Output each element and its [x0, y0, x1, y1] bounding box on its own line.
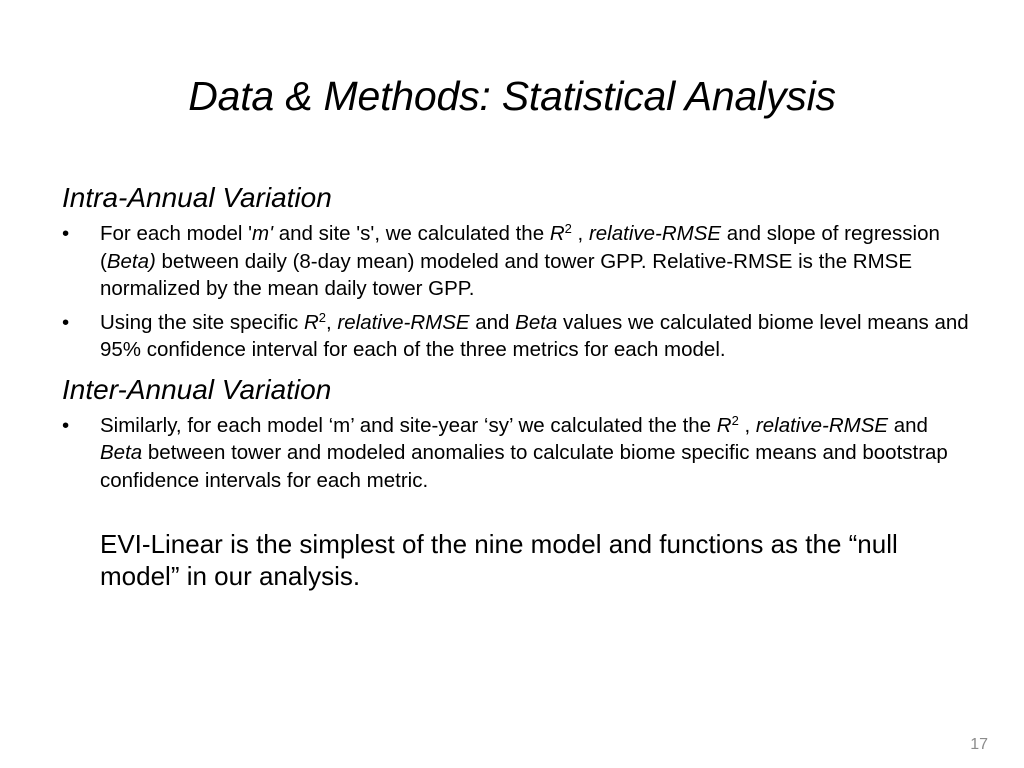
section-heading-inter-annual: Inter-Annual Variation [62, 373, 332, 405]
r-squared-symbol: R [303, 310, 319, 334]
relative-rmse-term: relative-RMSE [588, 222, 722, 245]
bullet-text: For each model ' [100, 222, 253, 245]
superscript-2: 2 [564, 221, 572, 236]
superscript-2: 2 [318, 309, 326, 325]
bullet-text: , [326, 310, 338, 334]
bullet-text: values we calculated biome level means and 95% confidence interval for each of the three metrics for each model. [100, 310, 969, 361]
beta-term: Beta [100, 441, 143, 464]
beta-term: Beta) [106, 249, 156, 273]
section-heading-intra-annual: Intra-Annual Variation [62, 182, 332, 213]
bullet-text: Similarly, for each model ‘m’ and site-year ‘sy’ we calculated the the [100, 413, 717, 437]
r-squared-symbol: R [716, 413, 732, 437]
r-squared-symbol: R [549, 222, 565, 245]
bullet-text: and [469, 310, 516, 334]
bullet-text: and [888, 413, 928, 437]
relative-rmse-term: relative-RMSE [755, 413, 889, 437]
bullet-marker: • [62, 222, 70, 245]
bullet-text: , [571, 222, 589, 245]
bullet-text: and slope of regression ( [100, 222, 940, 273]
superscript-2: 2 [731, 412, 739, 428]
slide-number: 17 [970, 736, 988, 753]
bullet-list-inter-annual [62, 412, 972, 495]
bullet-text: between daily (8-day mean) modeled and tower GPP. Relative-RMSE is the RMSE normalized by the mean daily tower GPP. [100, 249, 913, 300]
bullet-item-intra-2 [62, 309, 972, 364]
bullet-item-inter-1 [62, 412, 972, 495]
beta-term: Beta [515, 310, 558, 334]
slide-title: Data & Methods: Statistical Analysis [188, 73, 836, 119]
bullet-text: between tower and modeled anomalies to calculate biome specific means and bootstrap confidence intervals for each metric. [100, 441, 948, 492]
bullet-text: Using the site specific [100, 310, 304, 334]
relative-rmse-term: relative-RMSE [337, 310, 470, 334]
bullet-list-intra-annual [62, 220, 972, 364]
bullet-text: and site 's', we calculated the [273, 222, 550, 245]
bullet-marker: • [62, 310, 70, 334]
bullet-text: , [738, 413, 756, 437]
null-model-note: EVI-Linear is the simplest of the nine model and functions as the “null model” in our analysis. [100, 529, 898, 591]
bullet-item-intra-1 [62, 220, 972, 303]
bullet-marker: • [62, 413, 70, 437]
model-symbol: m' [252, 222, 274, 245]
slide-content [62, 178, 972, 592]
